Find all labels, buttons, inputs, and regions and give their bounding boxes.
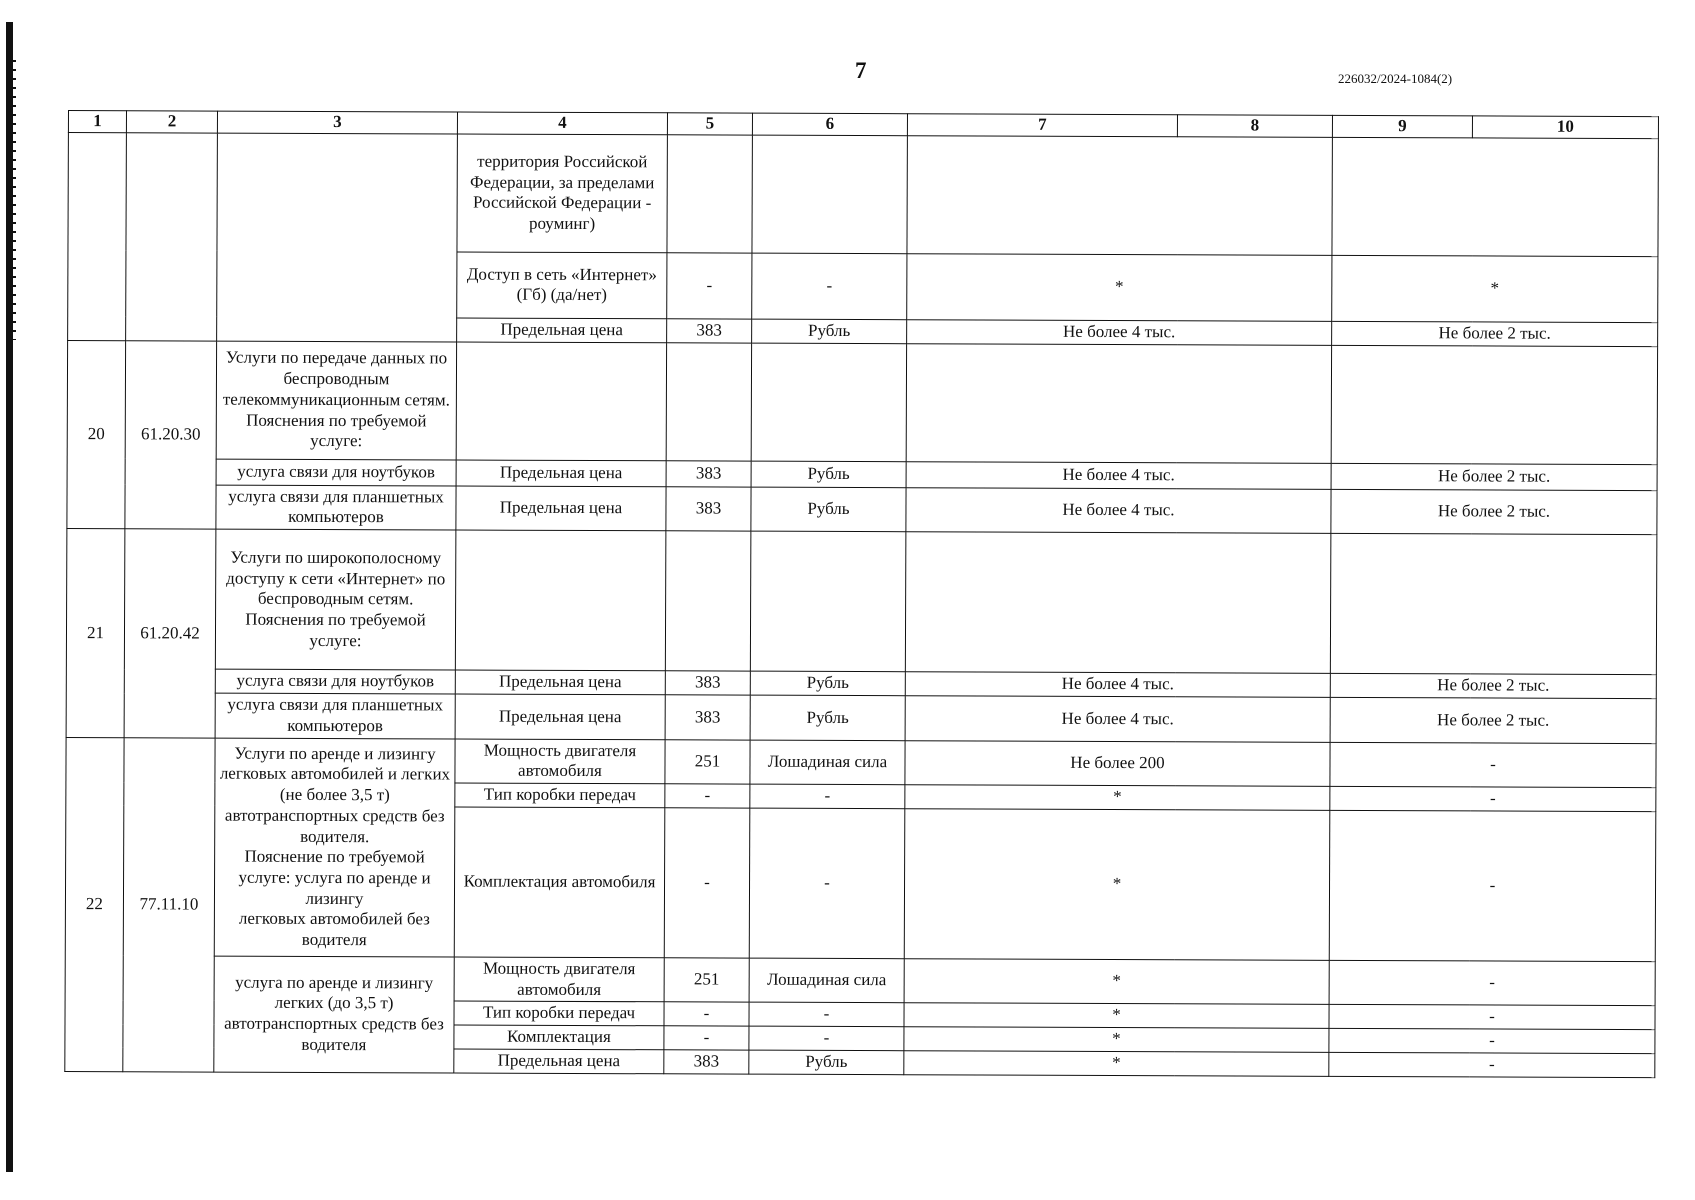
service-name-cell: услуга связи для ноутбуков [216, 459, 456, 486]
unit-code-cell: 383 [665, 695, 750, 740]
unit-name-cell: - [749, 1002, 904, 1026]
unit-name-cell: - [750, 784, 905, 808]
characteristic-cell: Предельная цена [455, 694, 665, 739]
document-id: 226032/2024-1084(2) [1338, 71, 1453, 86]
value-high-cell: * [904, 1003, 1329, 1028]
scan-edge-marks [13, 60, 16, 340]
service-name-cell: услуга связи для ноутбуков [215, 669, 455, 694]
value-high-cell: * [904, 959, 1329, 1005]
value-high-cell: Не более 4 тыс. [906, 461, 1331, 489]
value-low-cell: - [1330, 786, 1656, 811]
unit-code-cell: 251 [665, 739, 750, 784]
okpd-code-cell: 61.20.30 [125, 340, 217, 529]
value-high-cell: Не более 4 тыс. [907, 319, 1332, 345]
value-low-cell: - [1329, 1028, 1655, 1053]
table-row [68, 132, 1658, 256]
row-number-cell: 20 [67, 340, 126, 529]
col-header-10: 10 [1472, 116, 1658, 138]
unit-code-cell: 251 [664, 958, 749, 1003]
cell-empty [68, 132, 127, 340]
value-low-cell: - [1329, 960, 1655, 1006]
unit-code-cell: - [665, 784, 750, 808]
col-header-6: 6 [752, 113, 907, 135]
characteristic-cell: Мощность двигателя автомобиля [454, 957, 664, 1002]
unit-code-cell: 383 [667, 319, 752, 343]
table-row [67, 484, 1657, 535]
characteristic-cell: Доступ в сеть «Интернет» (Гб) (да/нет) [457, 252, 667, 319]
unit-code-cell: 383 [666, 487, 751, 532]
characteristic-cell: Предельная цена [456, 486, 666, 531]
col-header-5: 5 [667, 113, 752, 135]
unit-name-cell: Рубль [751, 487, 906, 532]
unit-code-cell: 383 [664, 1050, 749, 1074]
characteristic-cell: Предельная цена [456, 460, 666, 487]
unit-code-cell: - [664, 808, 750, 958]
value-high-cell: * [904, 1051, 1329, 1076]
unit-name-cell: Лошадиная сила [749, 958, 904, 1003]
value-high-cell: * [907, 253, 1332, 321]
unit-code-cell: 383 [666, 461, 751, 487]
row-number-cell: 21 [66, 529, 125, 738]
unit-name-cell: - [752, 253, 907, 320]
value-low-cell: Не более 2 тыс. [1330, 674, 1656, 699]
service-name-cell: услуга связи для планшетных компьютеров [216, 485, 456, 530]
unit-code-cell: - [667, 253, 752, 319]
table-row [66, 529, 1657, 675]
value-high-cell: * [904, 809, 1330, 961]
table-row [67, 340, 1657, 464]
unit-name-cell: Рубль [749, 1050, 904, 1074]
col-header-2: 2 [126, 111, 217, 133]
unit-name-cell: Лошадиная сила [750, 740, 905, 785]
unit-name-cell: Рубль [751, 461, 906, 488]
unit-code-cell: - [664, 1002, 749, 1026]
col-header-1: 1 [68, 111, 126, 133]
unit-name-cell: Рубль [752, 319, 907, 344]
characteristic-cell: Тип коробки передач [455, 783, 665, 808]
value-high-cell: Не более 200 [905, 740, 1330, 786]
col-header-3: 3 [217, 111, 457, 134]
row-number-cell: 22 [65, 737, 124, 1071]
col-header-7: 7 [907, 114, 1177, 137]
page-number: 7 [855, 58, 867, 83]
cell-empty [217, 133, 458, 342]
characteristic-cell: Мощность двигателя автомобиля [455, 739, 665, 784]
value-low-cell: Не более 2 тыс. [1331, 463, 1657, 490]
col-header-4: 4 [457, 112, 667, 135]
service-name-cell: Услуги по аренде и лизингу легковых автомобилей и легких (не более 3,5 т) автотранспортных средств без водителя. Пояснение по требуемой услуге: услуга по аренде и лизингу легковых автомобилей без водителя [214, 738, 455, 957]
territory-cell: территория Российской Федерации, за пределами Российской Федерации - роуминг) [457, 134, 667, 253]
characteristic-cell: Комплектация автомобиля [454, 807, 665, 958]
okpd-code-cell: 61.20.42 [124, 529, 216, 738]
value-high-cell: Не более 4 тыс. [905, 672, 1330, 698]
cell-empty [126, 132, 218, 340]
characteristic-cell: Комплектация [454, 1025, 664, 1050]
unit-code-cell: 383 [665, 671, 750, 695]
value-high-cell: Не более 4 тыс. [905, 696, 1330, 742]
value-low-cell: - [1330, 742, 1656, 788]
value-high-cell: * [904, 1027, 1329, 1052]
value-low-cell: Не более 2 тыс. [1330, 698, 1656, 744]
service-name-cell: услуга связи для планшетных компьютеров [215, 693, 455, 738]
scan-left-edge [6, 22, 13, 1172]
value-low-cell: - [1329, 810, 1656, 961]
table-row [66, 737, 1656, 788]
value-low-cell: Не более 2 тыс. [1332, 321, 1658, 346]
characteristic-cell: Предельная цена [454, 1049, 664, 1074]
col-header-8: 8 [1177, 115, 1332, 137]
unit-code-cell: - [664, 1026, 749, 1050]
okpd-code-cell: 77.11.10 [123, 737, 215, 1071]
unit-name-cell: Рубль [750, 671, 905, 696]
value-low-cell: - [1329, 1005, 1655, 1030]
unit-name-cell: - [749, 808, 905, 959]
value-high-cell: Не более 4 тыс. [906, 487, 1331, 533]
characteristic-cell: Предельная цена [457, 318, 667, 343]
value-low-cell: * [1332, 255, 1658, 322]
service-name-cell: Услуги по передаче данных по беспроводным телекоммуникационным сетям. Пояснения по требуемой услуге: [216, 341, 456, 460]
unit-name-cell: - [749, 1026, 904, 1050]
service-name-cell: услуга по аренде и лизингу легких (до 3,5 т) автотранспортных средств без водителя [214, 956, 454, 1073]
value-low-cell: - [1329, 1052, 1655, 1077]
value-high-cell: * [905, 785, 1330, 810]
col-header-9: 9 [1332, 115, 1472, 137]
value-low-cell: Не более 2 тыс. [1331, 489, 1657, 535]
characteristic-cell: Тип коробки передач [454, 1001, 664, 1026]
unit-name-cell: Рубль [750, 695, 905, 740]
specification-table [64, 110, 1659, 1078]
table-row [65, 955, 1655, 1006]
table-row [66, 693, 1656, 744]
service-name-cell: Услуги по широкополосному доступу к сети «Интернет» по беспроводным сетям. Пояснения по требуемой услуге: [215, 529, 456, 670]
characteristic-cell: Предельная цена [455, 670, 665, 695]
